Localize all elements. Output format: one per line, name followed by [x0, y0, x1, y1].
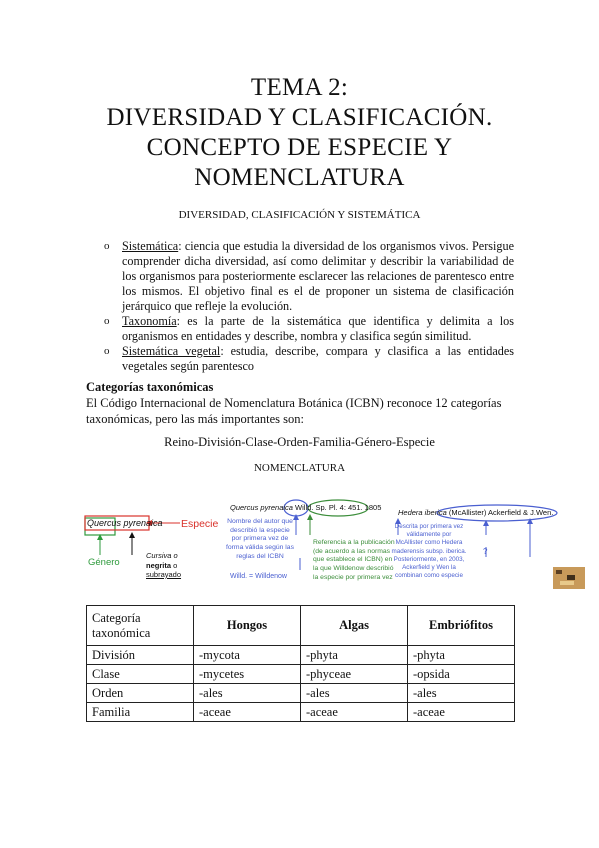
reference-note-line: la especie por primera vez	[313, 573, 393, 581]
hedera-authors: (McAllister) Ackerfield & J.Wen.	[448, 508, 554, 517]
arrow-head	[129, 532, 135, 538]
reference-note-line: (de acuerdo a las normas	[313, 547, 391, 555]
hedera-note-line: Descrita por primera vez	[394, 523, 464, 530]
nomenclature-heading: NOMENCLATURA	[253, 462, 346, 474]
table-header: Algas	[301, 606, 408, 646]
table-cell: -ales	[301, 684, 408, 703]
section-subtitle: DIVERSIDAD, CLASIFICACIÓN Y SISTEMÁTICA	[178, 209, 421, 221]
bullet-mark: o	[104, 345, 110, 357]
list-item	[104, 314, 514, 344]
author-note-line: reglas del ICBN	[236, 552, 284, 560]
table-header-row	[87, 606, 515, 646]
format-note-or: o	[173, 560, 178, 570]
reference-note-line: que establece el ICBN) en	[313, 556, 393, 564]
hedera-note-line: Ackerfield y Wen la	[402, 564, 456, 572]
format-note-line: subrayado	[146, 570, 182, 579]
table-cell: -aceae	[301, 703, 408, 722]
author-note	[221, 518, 299, 562]
hedera-note-line: combinan como especie	[395, 572, 463, 580]
table-cell: -aceae	[408, 703, 515, 722]
arrow-head	[307, 514, 313, 520]
bullet-mark: o	[104, 315, 110, 327]
plant-photo-detail	[567, 575, 575, 580]
hedera-note-line: McAllister como Hedera	[395, 539, 463, 547]
list-item	[104, 344, 514, 374]
hedera-note	[383, 523, 475, 580]
table-row	[87, 684, 515, 703]
title-line: TEMA 2:	[250, 74, 349, 101]
table-row	[87, 646, 515, 665]
term: Sistemática vegetal	[122, 344, 221, 358]
author-note-line: Nombre del autor que	[227, 518, 293, 525]
page-title	[60, 73, 539, 193]
hedera-note-line: válidamente por	[406, 531, 452, 539]
title-line: NOMENCLATURA	[194, 164, 405, 191]
format-note-line	[146, 561, 181, 571]
genero-label: Género	[88, 557, 120, 568]
table-cell: Orden	[87, 684, 194, 703]
author-note-line: forma válida según las	[225, 544, 294, 552]
willd-note: Willd. = Willdenow	[230, 573, 287, 580]
table-cell: -phyta	[408, 646, 515, 665]
nomenclature-figure	[80, 495, 590, 595]
question-mark: ?	[483, 547, 488, 556]
definition: : es la parte de la sistemática que identifica y delimita a los organismos en entidades y describe, nombra y clasifica según similitud.	[122, 314, 514, 343]
species-name: Quercus pyrenaica	[87, 518, 163, 528]
format-note-line: Cursiva o	[146, 551, 178, 560]
table-cell: -ales	[408, 684, 515, 703]
citation-line	[230, 503, 381, 512]
citation-species: Quercus pyrenaica	[230, 503, 293, 512]
table-cell: Clase	[87, 665, 194, 684]
hedera-note-line: Posteriormente, en 2003,	[393, 555, 465, 563]
table-header: Embriófitos	[408, 606, 515, 646]
taxonomy-table	[86, 605, 515, 722]
author-note-line: por primera vez de	[231, 535, 289, 543]
hedera-note-line: maderensis subsp. iberica.	[391, 547, 467, 555]
table-cell: -phyceae	[301, 665, 408, 684]
title-line: CONCEPTO DE ESPECIE Y	[146, 134, 453, 161]
table-cell: -mycetes	[194, 665, 301, 684]
term: Taxonomía	[122, 314, 177, 328]
author-note-line: describió la especie	[230, 526, 290, 534]
plant-photo-detail	[556, 570, 562, 574]
definition-list	[104, 239, 514, 374]
list-item	[104, 239, 514, 314]
table-cell: División	[87, 646, 194, 665]
format-note-bold: negrita	[146, 560, 172, 570]
table-row	[87, 665, 515, 684]
table-cell: Familia	[87, 703, 194, 722]
category-list: Reino-División-Clase-Orden-Familia-Género-Especie	[164, 435, 435, 449]
table-row	[87, 703, 515, 722]
reference-note-line: la que Willdenow describió	[313, 565, 394, 573]
hedera-citation	[398, 508, 553, 517]
reference-note-line: Referencia a la publicación	[313, 539, 395, 546]
definition: : estudia, describe, compara y clasifica a las entidades vegetales según parentesco	[122, 344, 514, 373]
bullet-mark: o	[104, 240, 110, 252]
table-header: Hongos	[194, 606, 301, 646]
table-cell: -aceae	[194, 703, 301, 722]
title-line: DIVERSIDAD Y CLASIFICACIÓN.	[106, 104, 493, 131]
table-header: Categoría taxonómica	[87, 606, 194, 646]
table-cell: -opsida	[408, 665, 515, 684]
table-cell: -phyta	[301, 646, 408, 665]
section-heading: Categorías taxonómicas	[86, 380, 214, 394]
especie-label: Especie	[181, 518, 219, 530]
plant-photo-detail	[560, 581, 574, 585]
term: Sistemática	[122, 239, 179, 253]
table-cell: -mycota	[194, 646, 301, 665]
hedera-species: Hedera iberica	[398, 508, 447, 517]
table-cell: -ales	[194, 684, 301, 703]
definition: : ciencia que estudia la diversidad de los organismos vivos. Persigue comprender dicha diversidad, así como delimitar y describir la variabilidad de los organismos para posteriormente esclarecer las relaciones de parentesco entre los mismos. El objetivo final es el de proponer un sistema de clasificación jerárquico que refleje la evolución.	[122, 239, 514, 313]
format-note	[146, 551, 181, 580]
citation-reference: Sp. Pl. 4: 451. 1805	[315, 503, 382, 512]
citation-author: Willd.	[295, 503, 314, 512]
section-paragraph: El Código Internacional de Nomenclatura Botánica (ICBN) reconoce 12 categorías taxonómicas, pero las más importantes son:	[86, 396, 502, 426]
